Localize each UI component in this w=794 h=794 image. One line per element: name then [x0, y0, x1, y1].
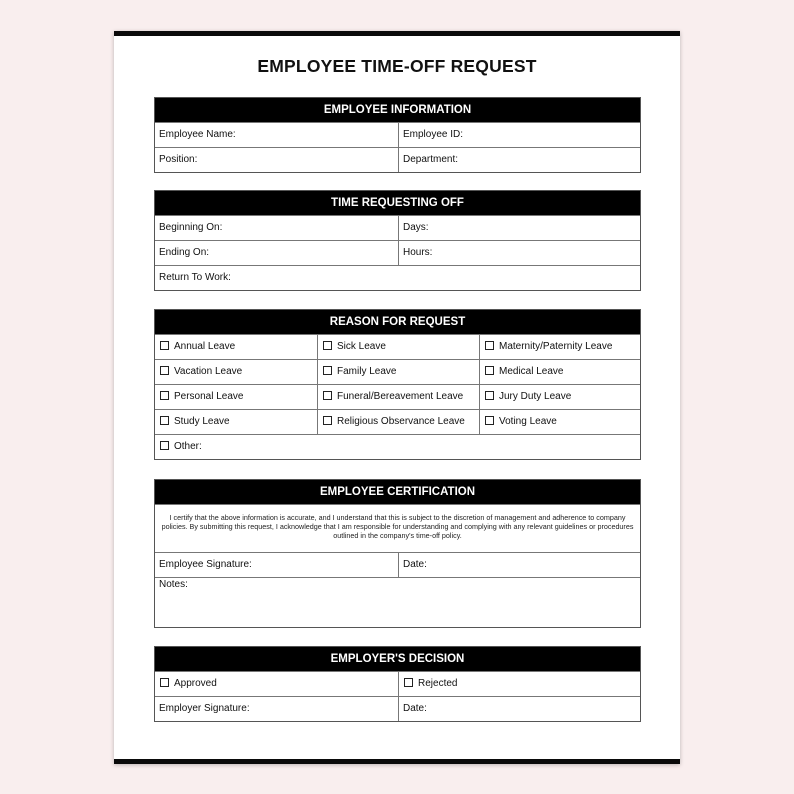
section-header: EMPLOYER'S DECISION	[155, 647, 640, 671]
checkbox[interactable]	[323, 366, 332, 375]
checkbox[interactable]	[323, 341, 332, 350]
bottom-bar	[114, 759, 680, 764]
checkbox[interactable]	[323, 416, 332, 425]
section-header: EMPLOYEE CERTIFICATION	[155, 480, 640, 504]
time-requesting-off-section	[154, 190, 641, 291]
employee-date-field[interactable]: Date:	[398, 553, 640, 577]
top-bar	[114, 31, 680, 36]
medical-leave-option[interactable]: Medical Leave	[479, 360, 640, 384]
jury-duty-leave-option[interactable]: Jury Duty Leave	[479, 385, 640, 409]
personal-leave-option[interactable]: Personal Leave	[155, 385, 317, 409]
employee-certification-section	[154, 479, 641, 628]
section-header: TIME REQUESTING OFF	[155, 191, 640, 215]
rejected-option[interactable]: Rejected	[398, 672, 640, 696]
employee-information-section	[154, 97, 641, 173]
checkbox[interactable]	[160, 391, 169, 400]
employer-signature-field[interactable]: Employer Signature:	[159, 703, 250, 714]
maternity-paternity-leave-option[interactable]: Maternity/Paternity Leave	[479, 335, 640, 359]
hours-field[interactable]: Hours:	[398, 241, 640, 265]
checkbox[interactable]	[485, 366, 494, 375]
days-field[interactable]: Days:	[398, 216, 640, 240]
checkbox[interactable]	[485, 391, 494, 400]
checkbox[interactable]	[160, 416, 169, 425]
checkbox[interactable]	[485, 416, 494, 425]
employer-date-field[interactable]: Date:	[398, 697, 640, 721]
checkbox[interactable]	[160, 341, 169, 350]
approved-option[interactable]: Approved	[155, 672, 398, 696]
certification-statement: I certify that the above information is accurate, and I understand that this is subject to the discretion of management and adherence to company policies. By submitting this request, I acknowledge that I am responsible for understanding and complying with any relevant guidelines or procedures outlined in the company's time-off policy.	[155, 504, 640, 552]
section-header: EMPLOYEE INFORMATION	[155, 98, 640, 122]
funeral-bereavement-leave-option[interactable]: Funeral/Bereavement Leave	[317, 385, 479, 409]
sick-leave-option[interactable]: Sick Leave	[317, 335, 479, 359]
checkbox[interactable]	[160, 441, 169, 450]
checkbox[interactable]	[160, 366, 169, 375]
vacation-leave-option[interactable]: Vacation Leave	[155, 360, 317, 384]
ending-on-field[interactable]: Ending On:	[159, 247, 210, 258]
beginning-on-field[interactable]: Beginning On:	[159, 222, 223, 233]
employee-name-field[interactable]: Employee Name:	[159, 129, 236, 140]
checkbox[interactable]	[404, 678, 413, 687]
employers-decision-section	[154, 646, 641, 722]
annual-leave-option[interactable]: Annual Leave	[155, 335, 317, 359]
religious-observance-leave-option[interactable]: Religious Observance Leave	[317, 410, 479, 434]
page-title: EMPLOYEE TIME-OFF REQUEST	[257, 56, 537, 76]
return-to-work-field[interactable]: Return To Work:	[159, 272, 231, 283]
checkbox[interactable]	[485, 341, 494, 350]
employee-id-field[interactable]: Employee ID:	[398, 123, 640, 147]
section-header: REASON FOR REQUEST	[155, 310, 640, 334]
employee-signature-field[interactable]: Employee Signature:	[159, 559, 252, 570]
form-page	[114, 31, 680, 764]
position-field[interactable]: Position:	[159, 154, 198, 165]
department-field[interactable]: Department:	[398, 148, 640, 172]
voting-leave-option[interactable]: Voting Leave	[479, 410, 640, 434]
other-option[interactable]: Other:	[155, 435, 640, 459]
family-leave-option[interactable]: Family Leave	[317, 360, 479, 384]
notes-field[interactable]: Notes:	[155, 577, 640, 627]
checkbox[interactable]	[323, 391, 332, 400]
study-leave-option[interactable]: Study Leave	[155, 410, 317, 434]
reason-for-request-section	[154, 309, 641, 460]
checkbox[interactable]	[160, 678, 169, 687]
